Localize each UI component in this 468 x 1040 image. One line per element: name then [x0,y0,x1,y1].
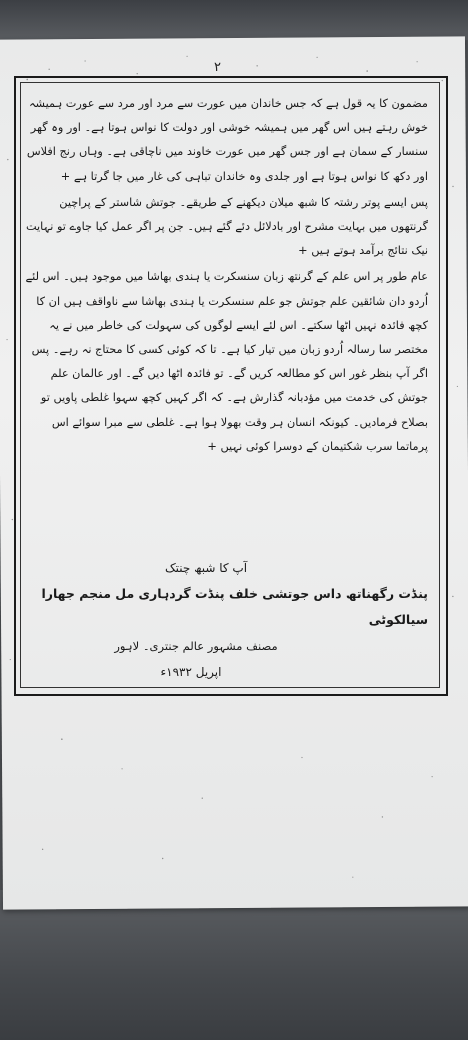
signature-name: پنڈت رگھناتھ داس جوتشی خلف پنڈت گردہاری مل منجم جھارا سیالکوٹی [41,586,428,627]
background-top [0,0,468,40]
signature-greeting: آپ کا شبھ چنتک [164,561,248,575]
page-number: ۲ [214,60,221,75]
paragraph-1: مضمون کا یہ قول ہے کہ جس خاندان میں عورت سے مرد اور مرد سے عورت ہمیشہ خوش رہتے ہیں اس گھر میں ہمیشہ خوشی اور دولت کا نواس ہوتا ہے۔ اور وہ گھر سنسار کے سمان ہے اور جس گھر میں عورت خاوند میں ناچاقی ہے۔ وہاں رنج افلاس اور دکھ کا نواس ہوتا ہے اور جلدی وہ خاندان تباہی کی غار میں جا گرتا ہے + [26,97,428,183]
signature-block [24,555,428,685]
body-text [24,92,428,459]
signature-title: مصنف مشہور عالم جنتری۔ لاہور [114,639,278,653]
signature-date: اپریل ۱۹۳۲ء [160,665,222,679]
background-bottom [0,890,468,1040]
paragraph-3: عام طور پر اس علم کے گرنتھ زبان سنسکرت یا ہندی بھاشا میں موجود ہیں۔ اس لئے اُردو دان شائقین علم جوتش جو علم سنسکرت یا ہندی بھاشا سے ناواقف ہیں ان کا کچھ فائدہ نہیں اٹھا سکتے۔ اس لئے ایسے لوگوں کی سہولت کی خاطر میں نے یہ مختصر سا رسالہ اُردو زبان میں تیار کیا ہے۔ تا کہ کوئی کسی کا محتاج نہ رہے۔ پس اگر آپ بنظر غور اس کو مطالعہ کریں گے۔ تو فائدہ اٹھا دیں گے۔ اور عالمان علم جوتش کی خدمت میں مؤدبانہ گذارش ہے۔ کہ اگر کہیں کچھ سہوا غلطی پاویں تو بصلاح فرمادیں۔ کیونکہ انسان ہر وقت بھولا ہوا ہے۔ غلطی سے مبرا سوائے اس پرماتما سرب شکتیمان کے دوسرا کوئی نہیں + [25,270,428,453]
paragraph-2: پس ایسے پوتر رشتہ کا شبھ میلان دیکھنے کے طریقے۔ جوتش شاستر کے پراچین گرنتھوں میں بہایت مشرح اور بادلائل دئے گئے ہیں۔ جن پر اگر عمل کیا جاوے تو نہایت نیک نتائج برآمد ہوتے ہیں + [25,195,428,258]
